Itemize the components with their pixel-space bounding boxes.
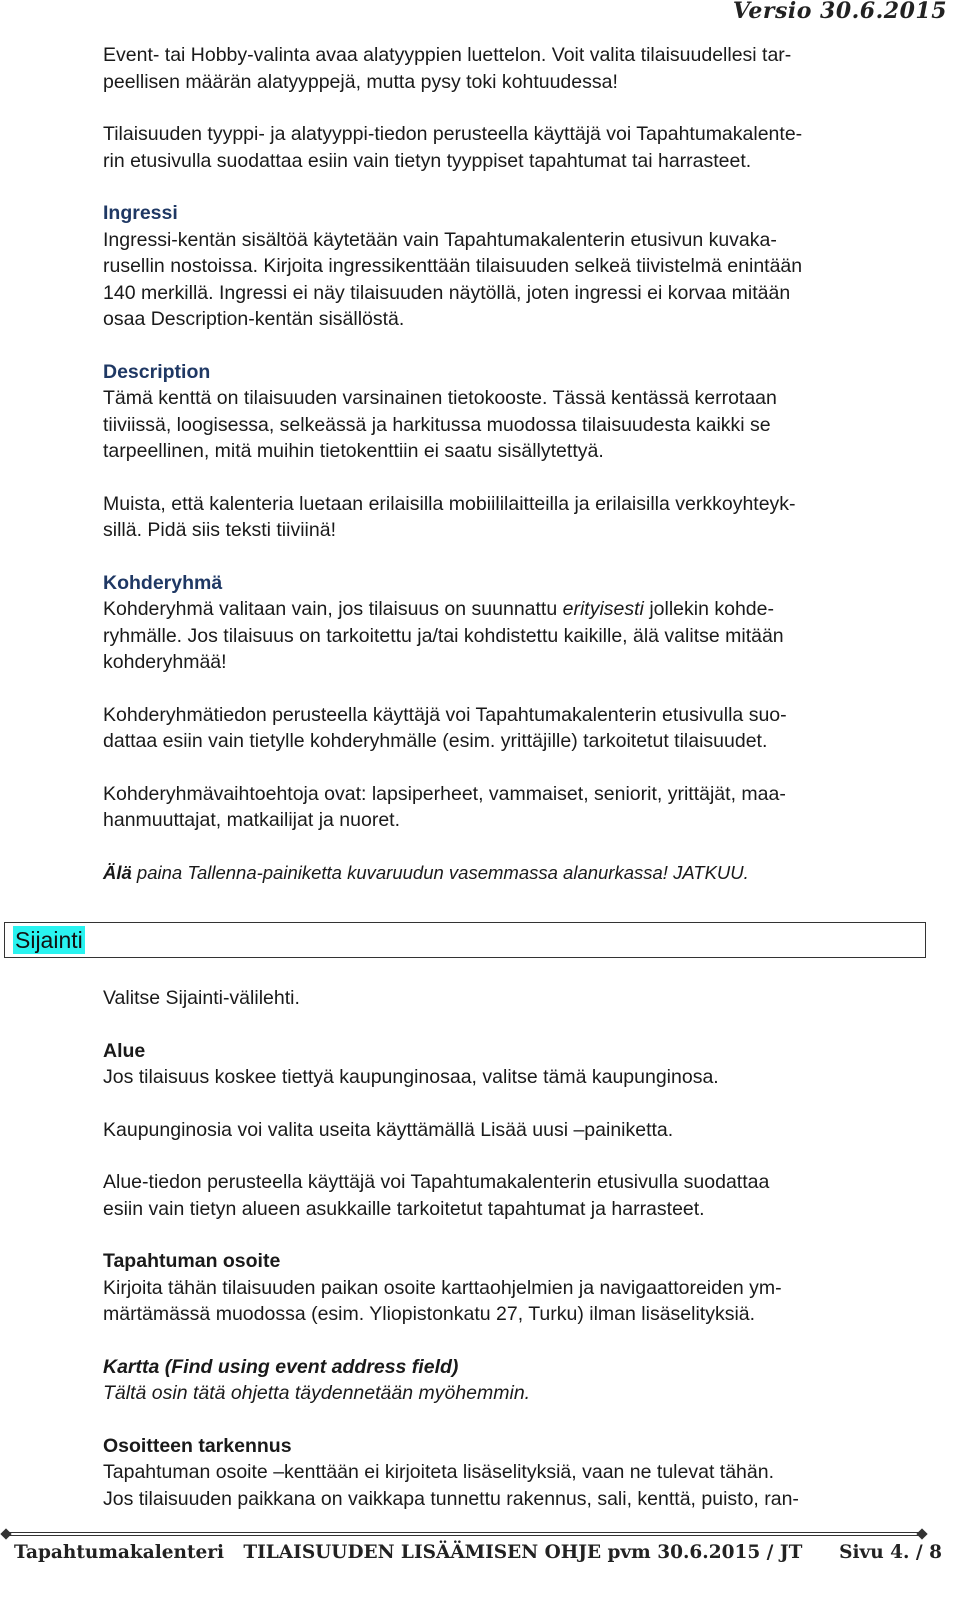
text-line: Tilaisuuden tyyppi- ja alatyyppi-tiedon perusteella käyttäjä voi Tapahtumakalente- bbox=[103, 123, 803, 145]
text-line: Kirjoita tähän tilaisuuden paikan osoite karttaohjelmien ja navigaattoreiden ym- bbox=[103, 1276, 782, 1299]
text-fragment: Kohderyhmä valitaan vain, jos tilaisuus on suunnattu bbox=[103, 598, 563, 620]
section-kohderyhma bbox=[103, 570, 923, 676]
text-line: kohderyhmää! bbox=[103, 651, 227, 673]
text-line: tarpeellinen, mitä muihin tietokenttiin ei saatu sisällytettyä. bbox=[103, 440, 604, 462]
section-header-sijainti bbox=[4, 922, 926, 958]
text-line: Kohderyhmätiedon perusteella käyttäjä voi Tapahtumakalenterin etusivulla suo- bbox=[103, 703, 787, 726]
footer-divider bbox=[4, 1532, 924, 1536]
heading-alue: Alue bbox=[103, 1039, 146, 1062]
heading-kohderyhma: Kohderyhmä bbox=[103, 571, 223, 594]
text-line: tiiviissä, loogisessa, selkeässä ja harkitussa muodossa tilaisuudesta kaikki se bbox=[103, 413, 771, 436]
document-body-top bbox=[103, 42, 923, 912]
paragraph-alue-multi bbox=[103, 1117, 923, 1144]
document-body-sijainti bbox=[103, 985, 923, 1538]
footer-document-title: Tapahtumakalenteri TILAISUUDEN LISÄÄMISEN OHJE pvm 30.6.2015 / JT bbox=[14, 1542, 803, 1563]
heading-kartta: Kartta (Find using event address field) bbox=[103, 1355, 459, 1378]
section-kartta bbox=[103, 1354, 923, 1407]
text-line: Jos tilaisuus koskee tiettyä kaupunginosaa, valitse tämä kaupunginosa. bbox=[103, 1066, 719, 1088]
section-alue bbox=[103, 1038, 923, 1091]
text-line: Jos tilaisuuden paikkana on vaikkapa tunnettu rakennus, sali, kenttä, puisto, ran- bbox=[103, 1487, 799, 1510]
section-description bbox=[103, 359, 923, 465]
section-osoitteen-tarkennus bbox=[103, 1433, 923, 1513]
page-footer bbox=[14, 1542, 942, 1563]
heading-tapahtuman-osoite: Tapahtuman osoite bbox=[103, 1250, 281, 1272]
text-line: ryhmälle. Jos tilaisuus on tarkoitettu ja/tai kohdistettu kaikille, älä valitse mitään bbox=[103, 624, 784, 647]
text-fragment: jollekin kohde- bbox=[643, 598, 774, 620]
text-line: Valitse Sijainti-välilehti. bbox=[103, 987, 300, 1009]
footer-page-number: Sivu 4. / 8 bbox=[839, 1542, 942, 1563]
text-line: esiin vain tietyn alueen asukkaille tarkoitetut tapahtumat ja harrasteet. bbox=[103, 1197, 705, 1220]
text-line: rusellin nostoissa. Kirjoita ingressikenttään tilaisuuden selkeä tiivistelmä enintään bbox=[103, 255, 803, 277]
note-emphasis: Älä bbox=[103, 861, 132, 883]
text-line: Muista, että kalenteria luetaan erilaisilla mobiililaitteilla ja erilaisilla verkkoyhteyk- bbox=[103, 492, 796, 515]
text-line: Event- tai Hobby-valinta avaa alatyyppien luettelon. Voit valita tilaisuudellesi tar- bbox=[103, 44, 792, 66]
version-label: Versio 30.6.2015 bbox=[732, 0, 947, 24]
text-line bbox=[103, 596, 923, 623]
text-line: Ingressi-kentän sisältöä käytetään vain Tapahtumakalenterin etusivun kuvaka- bbox=[103, 228, 777, 251]
text-line: hanmuuttajat, matkailijat ja nuoret. bbox=[103, 809, 400, 831]
text-line: sillä. Pidä siis teksti tiiviinä! bbox=[103, 519, 336, 541]
text-line: rin etusivulla suodattaa esiin vain tietyn tyyppiset tapahtumat tai harrasteet. bbox=[103, 149, 752, 172]
paragraph-select-tab bbox=[103, 985, 923, 1012]
heading-osoitteen-tarkennus: Osoitteen tarkennus bbox=[103, 1434, 292, 1457]
paragraph-mobile-reminder bbox=[103, 491, 923, 544]
text-line: dattaa esiin vain tietylle kohderyhmälle (esim. yrittäjille) tarkoitetut tilaisuudet. bbox=[103, 730, 768, 752]
text-line: osaa Description-kentän sisällöstä. bbox=[103, 308, 405, 330]
section-tapahtuman-osoite bbox=[103, 1248, 923, 1328]
paragraph-kohderyhma-filter bbox=[103, 702, 923, 755]
text-line: Tapahtuman osoite –kenttään ei kirjoiteta lisäselityksiä, vaan ne tulevat tähän. bbox=[103, 1461, 774, 1483]
note-text: paina Tallenna-painiketta kuvaruudun vasemmassa alanurkassa! JATKUU. bbox=[131, 861, 749, 883]
emphasis-text: erityisesti bbox=[562, 598, 644, 620]
text-line: peellisen määrän alatyyppejä, mutta pysy toki kohtuudessa! bbox=[103, 70, 618, 93]
text-line: Kohderyhmävaihtoehtoja ovat: lapsiperheet, vammaiset, seniorit, yrittäjät, maa- bbox=[103, 782, 786, 805]
section-title: Sijainti bbox=[15, 927, 83, 953]
paragraph-alue-filter bbox=[103, 1169, 923, 1222]
text-line: 140 merkillä. Ingressi ei näy tilaisuuden näytöllä, joten ingressi ei korvaa mitään bbox=[103, 281, 791, 304]
paragraph-type-filter bbox=[103, 121, 923, 174]
heading-ingressi: Ingressi bbox=[103, 202, 178, 224]
section-ingressi bbox=[103, 200, 923, 333]
text-line: märtämässä muodossa (esim. Yliopistonkatu 27, Turku) ilman lisäselityksiä. bbox=[103, 1303, 756, 1325]
paragraph-kohderyhma-options bbox=[103, 781, 923, 834]
text-line: Tämä kenttä on tilaisuuden varsinainen tietokooste. Tässä kentässä kerrotaan bbox=[103, 387, 777, 409]
text-line: Alue-tiedon perusteella käyttäjä voi Tapahtumakalenterin etusivulla suodattaa bbox=[103, 1171, 770, 1193]
text-line: Kaupunginosia voi valita useita käyttämällä Lisää uusi –painiketta. bbox=[103, 1118, 674, 1141]
paragraph-subtype-intro bbox=[103, 42, 923, 95]
text-line: Tältä osin tätä ohjetta täydennetään myöhemmin. bbox=[103, 1382, 531, 1404]
heading-description: Description bbox=[103, 360, 211, 383]
save-warning-note bbox=[103, 860, 923, 887]
